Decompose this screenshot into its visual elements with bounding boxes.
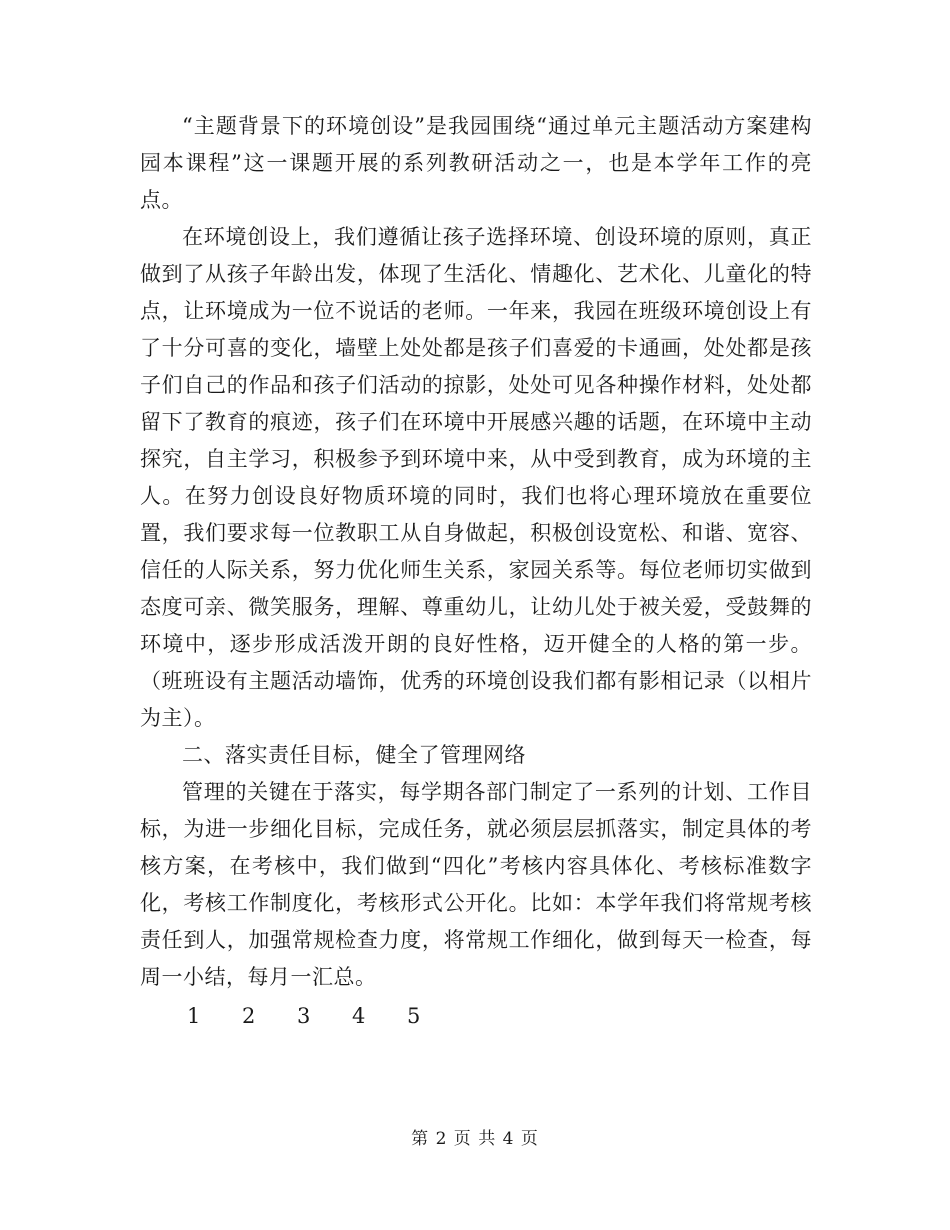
document-body [140, 108, 812, 1035]
page-number-item: 1 [187, 1004, 201, 1028]
page-number-item: 5 [407, 1004, 421, 1028]
page-footer: 第 2 页 共 4 页 [411, 1129, 539, 1149]
paragraph-environment: 在环境创设上，我们遵循让孩子选择环境、创设环境的原则，真正做到了从孩子年龄出发，体现了生活化、情趣化、艺术化、儿童化的特点，让环境成为一位不说话的老师。一年来，我园在班级环境创设上有了十分可喜的变化，墙壁上处处都是孩子们喜爱的卡通画，处处都是孩子们自己的作品和孩子们活动的掠影，处处可见各种操作材料，处处都留下了教育的痕迹，孩子们在环境中开展感兴趣的话题，在环境中主动探究，自主学习，积极参予到环境中来，从中受到教育，成为环境的主人。在努力创设良好物质环境的同时，我们也将心理环境放在重要位置，我们要求每一位教职工从自身做起，积极创设宽松、和谐、宽容、信任的人际关系，努力优化师生关系，家园关系等。每位老师切实做到态度可亲、微笑服务，理解、尊重幼儿，让幼儿处于被关爱，受鼓舞的环境中，逐步形成活泼开朗的良好性格，迈开健全的人格的第一步。（班班设有主题活动墙饰，优秀的环境创设我们都有影相记录（以相片为主）。 [140, 225, 812, 730]
paragraph-management: 管理的关键在于落实，每学期各部门制定了一系列的计划、工作目标，为进一步细化目标，完成任务，就必须层层抓落实，制定具体的考核方案，在考核中，我们做到“四化”考核内容具体化、考核标准数字化，考核工作制度化，考核形式公开化。比如：本学年我们将常规考核责任到人，加强常规检查力度，将常规工作细化，做到每天一检查，每周一小结，每月一汇总。 [140, 780, 812, 989]
page-number-item: 3 [297, 1004, 311, 1028]
page-number-item: 2 [242, 1004, 256, 1028]
paragraph-intro: “主题背景下的环境创设”是我园围绕“通过单元主题活动方案建构园本课程”这一课题开展的系列教研活动之一，也是本学年工作的亮点。 [140, 114, 812, 212]
page-number-list [140, 998, 812, 1035]
page-number-item: 4 [352, 1004, 366, 1028]
section-heading: 二、落实责任目标，健全了管理网络 [182, 743, 526, 767]
